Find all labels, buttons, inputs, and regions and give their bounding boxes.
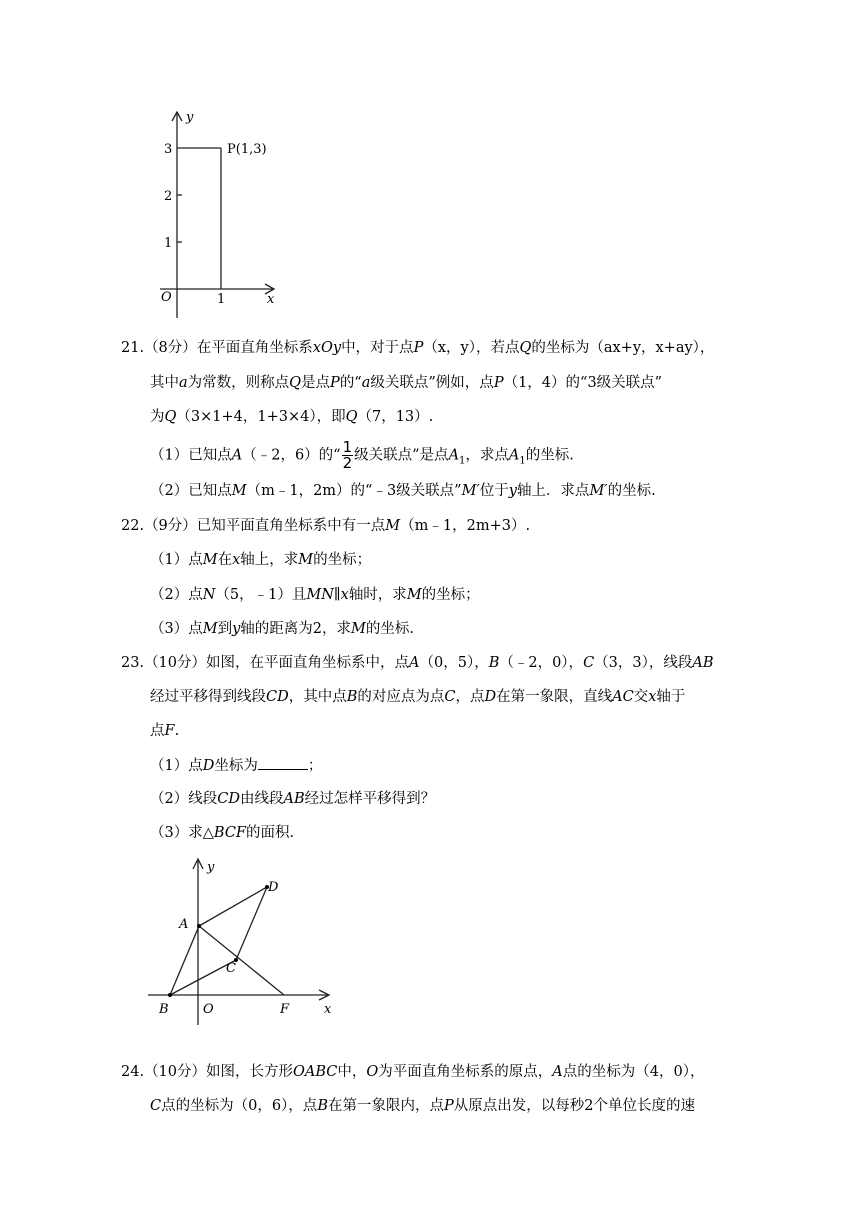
q23-cd: CD [217, 791, 240, 807]
fig1-tick-2: 2 [164, 189, 173, 204]
q23-text: （0，5）， [419, 655, 489, 671]
q21-p: P [413, 340, 424, 356]
q23-text: 在第一象限，直线 [496, 689, 613, 705]
q23-text: 由线段 [239, 791, 284, 807]
q21-a1-subscript: 1 [519, 455, 526, 467]
fig1-y-axis-label: y [186, 110, 194, 125]
q22-part-3 [150, 619, 414, 639]
q21-p: P [330, 375, 340, 391]
q21-text: 级关联点”例如，点 [370, 375, 494, 391]
q22-x: x [340, 587, 349, 603]
q23-a: A [409, 655, 420, 671]
fraction-numerator: 1 [342, 438, 353, 456]
q23-part-3 [150, 823, 294, 843]
q22-n: N [202, 587, 216, 603]
q21-text: 轴上．求点 [516, 483, 590, 499]
q21-text: （2）已知点 [150, 483, 232, 499]
q21-text: 为常数，则称点 [187, 375, 290, 391]
q23-b: B [346, 689, 358, 705]
q23-f: F [164, 723, 175, 739]
figure-point-p [150, 105, 290, 320]
q23-ab: AB [283, 791, 305, 807]
q24-text: 如图，长方形 [206, 1064, 294, 1080]
q22-text: （3）点 [150, 621, 203, 637]
q23-score: （10分） [144, 655, 207, 671]
q22-line-1 [121, 516, 530, 536]
q21-text: 其中 [150, 375, 179, 391]
q21-m-prime: M′ [461, 483, 480, 499]
q21-q: Q [345, 409, 358, 425]
fig2-x-label: x [324, 1002, 332, 1017]
fig1-tick-1: 1 [164, 236, 173, 251]
q23-text: （﹣2，0）， [499, 655, 584, 671]
q24-o: O [366, 1064, 379, 1080]
q21-text: （3×1+4，1+3×4），即 [176, 409, 346, 425]
q23-text: （3）求△ [150, 825, 214, 841]
fig2-d-label: D [268, 880, 279, 895]
q21-a: a [179, 375, 188, 391]
q21-part-2 [150, 481, 656, 501]
q23-text: （1）点 [150, 758, 203, 774]
q21-text: 是点 [301, 375, 331, 391]
q21-text: （x，y），若点 [423, 340, 520, 356]
q24-text: 在第一象限内，点 [327, 1098, 444, 1114]
q21-number: 21. [121, 340, 145, 356]
q21-a: a [361, 375, 371, 391]
q23-text: . [174, 723, 180, 739]
q24-c: C [150, 1098, 162, 1114]
q21-text: 的坐标. [525, 447, 574, 464]
q22-text: 轴上，求 [240, 552, 299, 568]
q22-text: （1）点 [150, 552, 203, 568]
q21-q: Q [289, 375, 302, 391]
q21-text: 的坐标为（ax+y，x+ay）， [531, 340, 715, 356]
q24-text: 点的坐标为（0，6），点 [161, 1098, 318, 1114]
q22-text: 轴时，求 [348, 587, 407, 603]
q21-text: 的坐标. [607, 483, 656, 499]
q23-b: B [488, 655, 500, 671]
q23-c: C [444, 689, 456, 705]
q22-text: （2）点 [150, 587, 203, 603]
q22-number: 22. [121, 518, 145, 534]
q23-text: ，其中点 [288, 689, 347, 705]
q24-a: A [552, 1064, 563, 1080]
q23-text: 的对应点为点 [357, 689, 445, 705]
q22-text: ∥ [333, 587, 341, 603]
q24-text: 为平面直角坐标系的原点， [378, 1064, 553, 1080]
q22-text: （m﹣1，2m+3）. [400, 518, 531, 534]
q23-text: ； [307, 758, 323, 774]
q24-text: 点的坐标为（4，0）， [562, 1064, 705, 1080]
q23-c: C [583, 655, 595, 671]
point-a [197, 924, 201, 928]
q24-p: P [443, 1098, 454, 1114]
q23-part-2 [150, 789, 435, 809]
q23-line-1 [121, 653, 714, 673]
q24-b: B [317, 1098, 328, 1114]
q21-text: （7，13）. [357, 409, 434, 425]
q21-text: （1）已知点 [150, 447, 232, 464]
q23-text: （3，3），线段 [594, 655, 693, 671]
q21-m: M [231, 483, 247, 499]
q23-number: 23. [121, 655, 145, 671]
q24-line-2 [150, 1096, 695, 1116]
q22-text: 在 [217, 552, 233, 568]
q21-a1-subscript: 1 [459, 455, 466, 467]
figure-translation [148, 855, 348, 1025]
q22-m: M [351, 621, 366, 637]
q23-x: x [648, 689, 657, 705]
q23-text: 坐标为 [214, 758, 258, 774]
q21-text: 位于 [479, 483, 509, 499]
fig1-origin-label: O [161, 290, 172, 305]
q24-score: （10分） [144, 1064, 207, 1080]
q21-text: （﹣2，6）的“ [242, 447, 341, 464]
q22-mn: MN [306, 587, 334, 603]
q22-m: M [406, 587, 422, 603]
q21-score: （8分） [144, 340, 197, 356]
q22-text: 的坐标； [313, 552, 372, 568]
q21-text: 级关联点”是点 [354, 447, 449, 464]
q21-y: y [508, 483, 517, 499]
fig2-b-label: B [159, 1002, 169, 1017]
fig1-x-tick-1: 1 [217, 292, 226, 307]
q23-text: 的面积. [245, 825, 295, 841]
q21-text: 为 [150, 409, 165, 425]
q23-text: 交 [633, 689, 649, 705]
q21-text: ，求点 [465, 447, 509, 464]
q24-text: 中， [337, 1064, 367, 1080]
q21-text: 的“ [339, 375, 362, 391]
q24-line-1 [121, 1062, 704, 1082]
q21-line-1 [121, 338, 714, 358]
q21-line-3 [150, 407, 433, 427]
q22-text: 的坐标； [421, 587, 480, 603]
q22-m: M [385, 518, 401, 534]
q23-text: 经过怎样平移得到？ [304, 791, 436, 807]
q22-m: M [202, 621, 218, 637]
q21-a-point: A [231, 447, 243, 464]
q23-part-1 [150, 755, 322, 776]
q21-line-2 [150, 373, 662, 393]
q21-q: Q [519, 340, 532, 356]
fig1-tick-3: 3 [164, 142, 173, 157]
q21-text: 在平面直角坐标系 [196, 340, 313, 356]
point-b [168, 993, 172, 997]
fig2-c-label: C [226, 961, 236, 976]
q23-bcf: BCF [213, 825, 246, 841]
q23-text: （2）线段 [150, 791, 218, 807]
q22-part-1 [150, 550, 371, 570]
q23-d: D [484, 689, 497, 705]
q21-text: 中，对于点 [341, 340, 414, 356]
fig2-o-label: O [203, 1002, 214, 1017]
answer-blank[interactable] [258, 755, 308, 770]
q22-text: （5，﹣1）且 [215, 587, 307, 603]
q24-text: 从原点出发，以每秒2个单位长度的速 [453, 1098, 695, 1114]
q22-text: 已知平面直角坐标系中有一点 [196, 518, 386, 534]
q21-p: P [493, 375, 504, 391]
q23-text: 经过平移得到线段 [150, 689, 266, 705]
q21-text: （m﹣1，2m）的“﹣3级关联点” [246, 483, 462, 499]
fraction-one-half [342, 440, 354, 471]
q23-line-3 [150, 721, 179, 741]
q22-text: 的坐标. [365, 621, 414, 637]
q22-part-2 [150, 585, 480, 605]
q24-number: 24. [121, 1064, 145, 1080]
q24-oabc: OABC [293, 1064, 338, 1080]
fraction-denominator: 2 [342, 454, 353, 472]
q23-text: 点 [150, 723, 165, 739]
q23-ab: AB [692, 655, 714, 671]
q22-m: M [298, 552, 314, 568]
q23-ac: AC [612, 689, 634, 705]
q22-text: 轴的距离为2，求 [240, 621, 352, 637]
q21-q: Q [164, 409, 177, 425]
fig1-point-label: P(1,3) [227, 142, 267, 157]
q23-cd: CD [266, 689, 289, 705]
q21-a1: A [448, 447, 460, 464]
q22-x: x [232, 552, 241, 568]
q23-line-2 [150, 687, 685, 707]
q21-xoy: xOy [312, 340, 342, 356]
q22-m: M [202, 552, 218, 568]
q23-text: 轴于 [656, 689, 686, 705]
q23-text: 如图，在平面直角坐标系中，点 [206, 655, 410, 671]
fig2-y-label: y [207, 860, 215, 875]
q23-text: ，点 [455, 689, 485, 705]
fig2-a-label: A [179, 917, 189, 932]
fig2-f-label: F [280, 1002, 290, 1017]
q23-d: D [202, 758, 215, 774]
q21-a1: A [508, 447, 520, 464]
q22-y: y [232, 621, 241, 637]
q22-score: （9分） [144, 518, 197, 534]
q21-m-prime: M′ [589, 483, 608, 499]
fig1-x-axis-label: x [267, 292, 275, 307]
q21-text: （1，4）的“3级关联点” [503, 375, 663, 391]
q21-part-1 [150, 440, 574, 471]
q22-text: 到 [217, 621, 233, 637]
